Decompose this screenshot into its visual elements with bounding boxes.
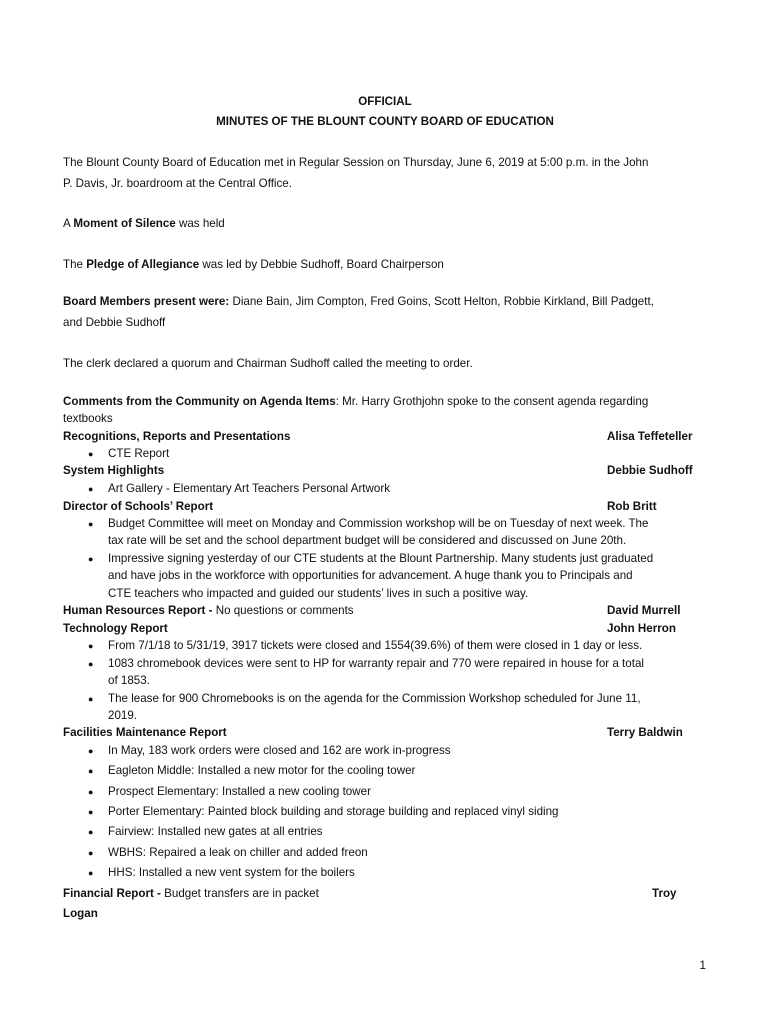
recognitions-presenter: Alisa Teffeteller — [607, 430, 693, 443]
members-line-1 — [63, 294, 654, 310]
bullet-icon: ● — [88, 449, 94, 459]
members-line-2: and Debbie Sudhoff — [63, 316, 166, 329]
community-line-1 — [63, 394, 648, 410]
facilities-item: WBHS: Repaired a leak on chiller and added freon — [108, 846, 368, 859]
moment-of-silence — [63, 216, 225, 232]
hr-presenter: David Murrell — [607, 604, 681, 617]
tech-b2-line-1: 1083 chromebook devices were sent to HP for warranty repair and 770 were repaired in house for a total — [108, 657, 644, 670]
financial-presenter-last: Logan — [63, 907, 98, 920]
hr-text: No questions or comments — [212, 604, 354, 617]
financial-presenter-first: Troy — [652, 887, 677, 900]
director-b2-line-2: and have jobs in the workforce with opportunities for advancement. A huge thank you to Principals and — [108, 569, 633, 582]
bullet-icon: ● — [88, 641, 94, 651]
director-b1-line-2: tax rate will be set and the school department budget will be considered and discussed on June 20th. — [108, 534, 627, 547]
facilities-item: Porter Elementary: Painted block building and storage building and replaced vinyl siding — [108, 805, 559, 818]
highlights-presenter: Debbie Sudhoff — [607, 464, 693, 477]
financial-line — [63, 886, 319, 902]
director-b1-line-1: Budget Committee will meet on Monday and Commission workshop will be on Tuesday of next week. The — [108, 517, 649, 530]
facilities-item: HHS: Installed a new vent system for the boilers — [108, 866, 355, 879]
tech-b2-line-2: of 1853. — [108, 674, 150, 687]
facilities-heading: Facilities Maintenance Report — [63, 726, 227, 739]
bullet-icon: ● — [88, 484, 94, 494]
facilities-item: In May, 183 work orders were closed and 162 are work in-progress — [108, 744, 451, 757]
pledge-suffix: was led by Debbie Sudhoff, Board Chairperson — [199, 258, 444, 271]
intro-line-1: The Blount County Board of Education met in Regular Session on Thursday, June 6, 2019 at 5:00 p.m. in the John — [63, 156, 649, 169]
tech-heading: Technology Report — [63, 622, 168, 635]
bullet-icon: ● — [88, 519, 94, 529]
bullet-icon: ● — [88, 659, 94, 669]
document-title: MINUTES OF THE BLOUNT COUNTY BOARD OF EDUCATION — [216, 115, 554, 128]
tech-b3-line-2: 2019. — [108, 709, 138, 722]
bullet-icon: ● — [88, 787, 94, 797]
tech-b3-line-1: The lease for 900 Chromebooks is on the agenda for the Commission Workshop scheduled for June 11, — [108, 692, 641, 705]
highlights-item: Art Gallery - Elementary Art Teachers Personal Artwork — [108, 482, 391, 495]
bullet-icon: ● — [88, 554, 94, 564]
facilities-presenter: Terry Baldwin — [607, 726, 683, 739]
bullet-icon: ● — [88, 807, 94, 817]
facilities-item: Eagleton Middle: Installed a new motor for the cooling tower — [108, 764, 416, 777]
moment-prefix: A — [63, 217, 74, 230]
bullet-icon: ● — [88, 827, 94, 837]
pledge-prefix: The — [63, 258, 87, 271]
intro-line-2: P. Davis, Jr. boardroom at the Central Office. — [63, 177, 292, 190]
moment-bold: Moment of Silence — [73, 217, 176, 230]
bullet-icon: ● — [88, 868, 94, 878]
page-number: 1 — [699, 959, 706, 972]
recognitions-heading: Recognitions, Reports and Presentations — [63, 430, 291, 443]
facilities-item: Fairview: Installed new gates at all entries — [108, 825, 323, 838]
tech-b1: From 7/1/18 to 5/31/19, 3917 tickets were closed and 1554(39.6%) of them were closed in 1 day or less. — [108, 639, 643, 652]
quorum-line: The clerk declared a quorum and Chairman Sudhoff called the meeting to order. — [63, 357, 473, 370]
hr-line — [63, 603, 354, 619]
tech-presenter: John Herron — [607, 622, 676, 635]
director-b2-line-3: CTE teachers who impacted and guided our students’ lives in such a positive way. — [108, 587, 529, 600]
hr-heading: Human Resources Report - — [63, 604, 213, 617]
members-label: Board Members present were: — [63, 295, 230, 308]
facilities-item: Prospect Elementary: Installed a new cooling tower — [108, 785, 371, 798]
moment-suffix: was held — [175, 217, 225, 230]
community-line-2: textbooks — [63, 412, 113, 425]
pledge-bold: Pledge of Allegiance — [86, 258, 200, 271]
bullet-icon: ● — [88, 848, 94, 858]
official-heading: OFFICIAL — [358, 95, 412, 108]
recognitions-item: CTE Report — [108, 447, 170, 460]
community-label: Comments from the Community on Agenda Items — [63, 395, 336, 408]
director-b2-line-1: Impressive signing yesterday of our CTE students at the Blount Partnership. Many students just graduated — [108, 552, 654, 565]
bullet-icon: ● — [88, 746, 94, 756]
director-presenter: Rob Britt — [607, 500, 657, 513]
pledge-line — [63, 257, 444, 273]
members-names: Diane Bain, Jim Compton, Fred Goins, Scott Helton, Robbie Kirkland, Bill Padgett, — [229, 295, 654, 308]
bullet-icon: ● — [88, 694, 94, 704]
director-heading: Director of Schools’ Report — [63, 500, 214, 513]
financial-text: Budget transfers are in packet — [160, 887, 319, 900]
highlights-heading: System Highlights — [63, 464, 165, 477]
community-text: : Mr. Harry Grothjohn spoke to the consent agenda regarding — [335, 395, 649, 408]
financial-heading: Financial Report - — [63, 887, 161, 900]
bullet-icon: ● — [88, 766, 94, 776]
